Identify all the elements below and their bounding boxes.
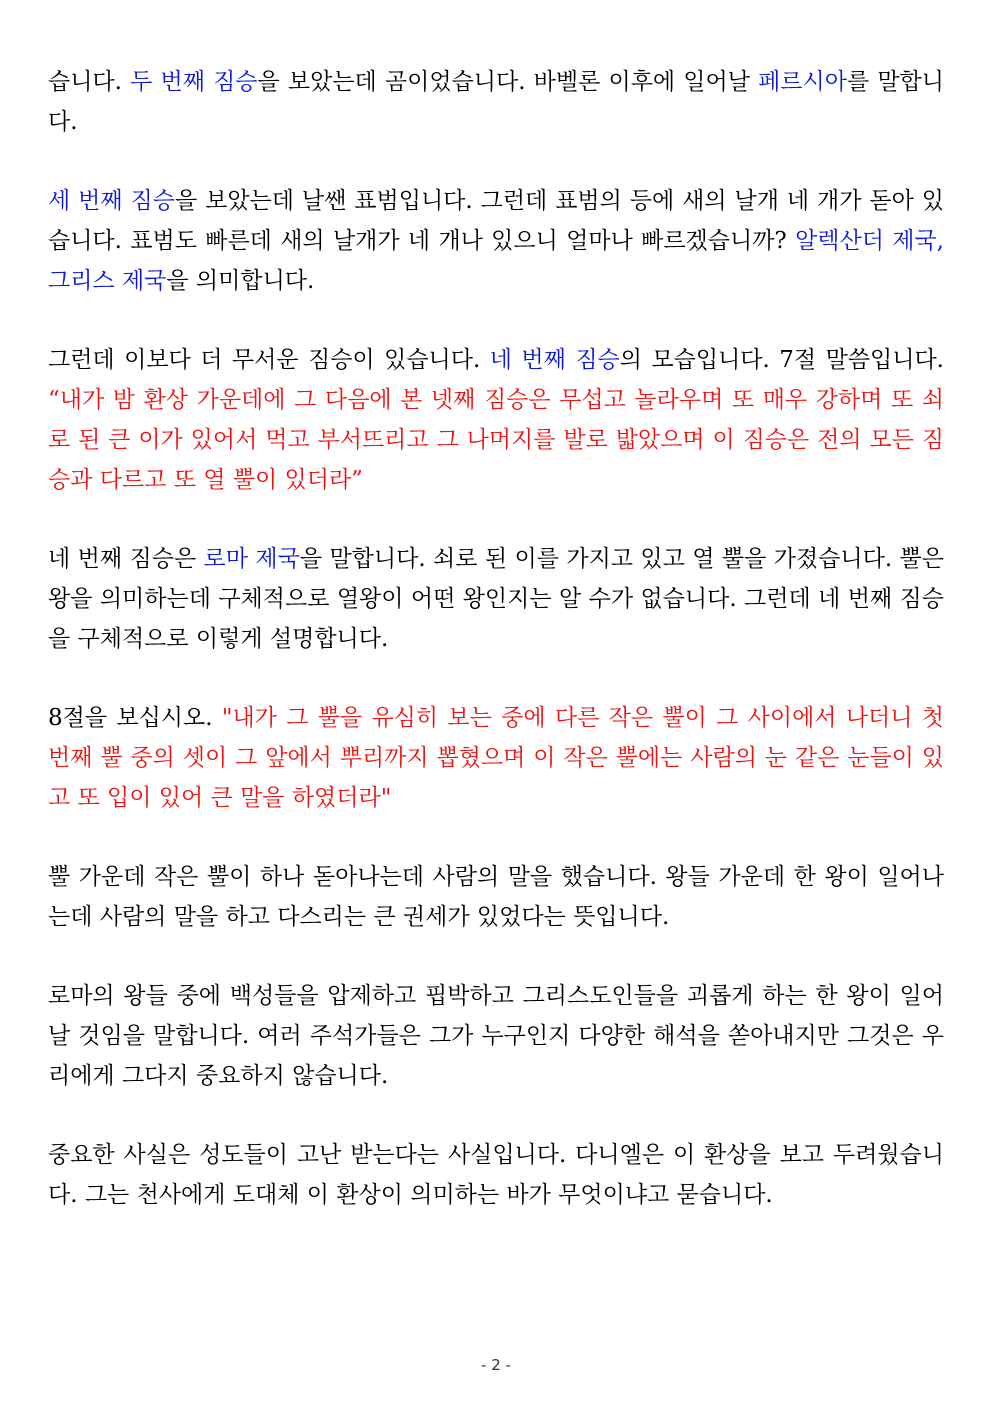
text-run: 을 보았는데 곰이었습니다. 바벨론 이후에 일어날 bbox=[257, 69, 759, 95]
highlight-blue: 네 번째 짐승 bbox=[489, 347, 620, 373]
text-run: 를 말합니다. bbox=[48, 69, 944, 135]
text-run: 네 번째 짐승은 bbox=[48, 546, 204, 572]
paragraph-4 bbox=[48, 539, 944, 659]
text-run: 의 모습입니다. 7절 말씀입니다. bbox=[619, 347, 944, 373]
paragraph-2 bbox=[48, 181, 944, 301]
paragraph-1 bbox=[48, 62, 944, 142]
paragraph-5 bbox=[48, 698, 944, 818]
scripture-quote: “내가 밤 환상 가운데에 그 다음에 본 넷째 짐승은 무섭고 놀라우며 또 매우 강하며 또 쇠로 된 큰 이가 있어서 먹고 부서뜨리고 그 나머지를 발로 밟았으며 이 짐승은 전의 모든 짐승과 다르고 또 열 뿔이 있더라” bbox=[48, 387, 944, 493]
highlight-blue: 로마 제국 bbox=[203, 546, 300, 572]
text-run: 중요한 사실은 성도들이 고난 받는다는 사실입니다. 다니엘은 이 환상을 보고 두려웠습니다. 그는 천사에게 도대체 이 환상이 의미하는 바가 무엇이냐고 묻습니다. bbox=[48, 1142, 944, 1208]
paragraph-8 bbox=[48, 1135, 944, 1215]
scripture-quote: "내가 그 뿔을 유심히 보는 중에 다른 작은 뿔이 그 사이에서 나더니 첫 번째 뿔 중의 셋이 그 앞에서 뿌리까지 뽑혔으며 이 작은 뿔에는 사람의 눈 같은 눈들이 있고 또 입이 있어 큰 말을 하였더라" bbox=[48, 705, 945, 811]
highlight-blue: 세 번째 짐승 bbox=[48, 188, 175, 214]
highlight-blue: 페르시아 bbox=[758, 69, 847, 95]
text-run: 을 말합니다. 쇠로 된 이를 가지고 있고 열 뿔을 가졌습니다. 뿔은 왕을 의미하는데 구체적으로 열왕이 어떤 왕인지는 알 수가 없습니다. 그런데 네 번째 짐승을 구체적으로 이렇게 설명합니다. bbox=[48, 546, 944, 652]
text-run: 을 보았는데 날쌘 표범입니다. 그런데 표범의 등에 새의 날개 네 개가 돋아 있습니다. 표범도 빠른데 새의 날개가 네 개나 있으니 얼마나 빠르겠습니까? bbox=[48, 188, 944, 254]
text-run: 을 의미합니다. bbox=[166, 268, 315, 294]
text-run: 로마의 왕들 중에 백성들을 압제하고 핍박하고 그리스도인들을 괴롭게 하는 한 왕이 일어날 것임을 말합니다. 여러 주석가들은 그가 누구인지 다양한 해석을 쏟아내지만 그것은 우리에게 그다지 중요하지 않습니다. bbox=[48, 983, 944, 1089]
highlight-blue: 두 번째 짐승 bbox=[130, 69, 258, 95]
document-body bbox=[48, 62, 944, 1254]
paragraph-7 bbox=[48, 976, 944, 1096]
highlight-blue: 알렉산더 제국, 그리스 제국 bbox=[48, 228, 944, 294]
text-run: 뿔 가운데 작은 뿔이 하나 돋아나는데 사람의 말을 했습니다. 왕들 가운데 한 왕이 일어나는데 사람의 말을 하고 다스리는 큰 권세가 있었다는 뜻입니다. bbox=[48, 864, 944, 930]
paragraph-3 bbox=[48, 340, 944, 500]
text-run: 습니다. bbox=[48, 69, 131, 95]
text-run: 그런데 이보다 더 무서운 짐승이 있습니다. bbox=[48, 347, 490, 373]
paragraph-6 bbox=[48, 857, 944, 937]
text-run: 8절을 보십시오. bbox=[48, 705, 222, 731]
page-number: - 2 - bbox=[481, 1356, 511, 1374]
